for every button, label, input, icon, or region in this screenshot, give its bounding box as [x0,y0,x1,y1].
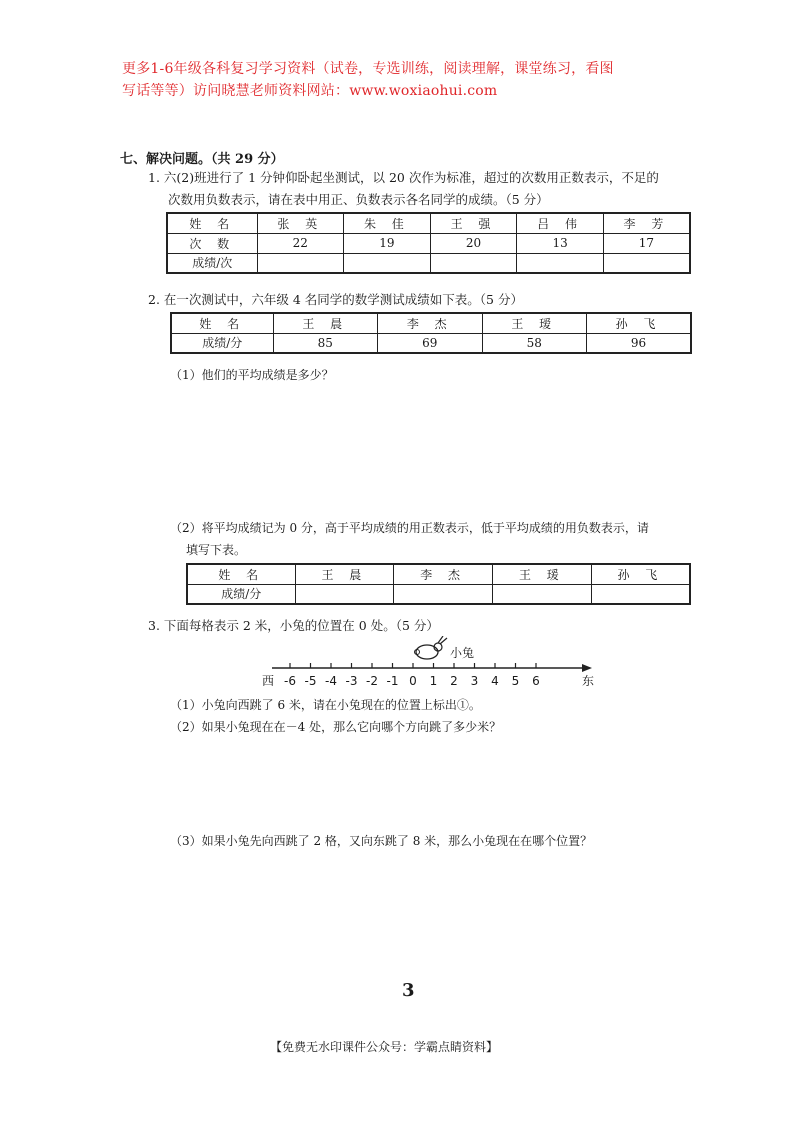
number-line-tick-label: -1 [386,674,399,688]
q1-count-row [167,233,690,253]
q1-name-cell: 张 英 [257,213,344,233]
q1-name-cell: 王 强 [430,213,517,233]
q2-score-row [171,333,691,353]
q1-score-row [167,253,690,273]
q3-text-line-1: 3. 下面每格表示 2 米，小兔的位置在 0 处。（5 分） [148,618,439,633]
q2-row-label-name: 姓 名 [171,313,273,333]
number-line-tick-label: -5 [304,674,317,688]
number-line-tick-label: 1 [429,674,438,688]
page-number: 3 [402,980,415,1001]
q2-score-cell: 96 [587,333,692,353]
q2-fill-score-row [187,584,690,604]
q2-sub2-line-1: （2）将平均成绩记为 0 分，高于平均成绩的用正数表示，低于平均成绩的用负数表示，请 [170,521,649,535]
q1-text-line-1: 1. 六(2)班进行了 1 分钟仰卧起坐测试，以 20 次作为标准，超过的次数用正数表示，不足的 [148,170,659,185]
east-label: 东 [582,674,595,688]
q2-sub2-line-2: 填写下表。 [186,543,247,557]
q2-row-label-score: 成绩/分 [171,333,273,353]
rabbit-icon [415,636,448,659]
q1-answer-cell[interactable] [257,253,344,273]
q2-score-cell: 85 [273,333,378,353]
q1-count-cell: 22 [257,233,344,253]
number-line-tick-label: -6 [284,674,296,688]
header-line-2: 写话等等）访问晓慧老师资料网站：www.woxiaohui.com [122,83,498,99]
q3-sub2: （2）如果小兔现在在－4 处，那么它向哪个方向跳了多少米？ [170,720,502,734]
number-line-ticks [284,663,540,688]
q2-name-cell: 王 瑷 [482,313,587,333]
number-line-tick-label: -3 [345,674,358,688]
q2-fill-name-cell: 李 杰 [394,564,493,584]
west-label: 西 [262,674,275,688]
q2-fill-row-label-score: 成绩/分 [187,584,295,604]
q1-name-cell: 李 芳 [603,213,690,233]
number-line [260,636,600,692]
q2-text-line-1: 2. 在一次测试中，六年级 4 名同学的数学测试成绩如下表。（5 分） [148,292,523,307]
q1-answer-cell[interactable] [430,253,517,273]
q3-sub1: （1）小兔向西跳了 6 米，请在小兔现在的位置上标出①。 [170,698,481,712]
q2-name-row [171,313,691,333]
number-line-tick-label: 0 [409,674,417,688]
q3-sub3: （3）如果小兔先向西跳了 2 格，又向东跳了 8 米，那么小兔现在在哪个位置？ [170,834,593,848]
q2-name-cell: 李 杰 [378,313,483,333]
q1-row-label-name: 姓 名 [167,213,257,233]
q2-name-cell: 孙 飞 [587,313,692,333]
q1-count-cell: 19 [344,233,431,253]
q1-text-line-2: 次数用负数表示，请在表中用正、负数表示各名同学的成绩。（5 分） [168,192,549,207]
q1-count-cell: 20 [430,233,517,253]
header-line-1: 更多1-6年级各科复习学习资料（试卷，专选训练，阅读理解，课堂练习，看图 [122,61,614,77]
q1-name-cell: 朱 佳 [344,213,431,233]
number-line-tick-label: -2 [366,674,378,688]
q2-fill-name-cell: 王 瑗 [493,564,592,584]
q2-fill-answer-cell[interactable] [295,584,394,604]
number-line-tick-label: 5 [511,674,520,688]
q2-score-cell: 69 [378,333,483,353]
q1-row-label-count: 次 数 [167,233,257,253]
q1-row-label-score: 成绩/次 [167,253,257,273]
q1-count-cell: 17 [603,233,690,253]
q2-fill-name-row [187,564,690,584]
q2-fill-answer-cell[interactable] [591,584,690,604]
number-line-arrow-icon [582,664,592,672]
q1-count-cell: 13 [517,233,604,253]
section-title: 七、解决问题。（共 29 分） [120,152,284,167]
number-line-tick-label: 4 [491,674,499,688]
q2-score-cell: 58 [482,333,587,353]
q1-answer-cell[interactable] [517,253,604,273]
q2-table [170,312,692,354]
q2-fill-name-cell: 孙 飞 [591,564,690,584]
q1-answer-cell[interactable] [344,253,431,273]
q1-table [166,212,691,274]
number-line-tick-label: 2 [450,674,458,688]
number-line-tick-label: 6 [532,674,540,688]
q2-fill-row-label-name: 姓 名 [187,564,295,584]
rabbit-label: 小兔 [450,646,475,660]
q2-fill-table [186,563,691,605]
q2-fill-name-cell: 王 晨 [295,564,394,584]
q2-fill-answer-cell[interactable] [394,584,493,604]
q2-name-cell: 王 晨 [273,313,378,333]
q2-sub1: （1）他们的平均成绩是多少？ [170,368,334,382]
footer-note: 【免费无水印课件公众号：学霸点睛资料】 [270,1040,499,1054]
q2-fill-answer-cell[interactable] [493,584,592,604]
q1-name-cell: 吕 伟 [517,213,604,233]
q1-answer-cell[interactable] [603,253,690,273]
number-line-tick-label: 3 [470,674,479,688]
q1-name-row [167,213,690,233]
number-line-tick-label: -4 [325,674,337,688]
